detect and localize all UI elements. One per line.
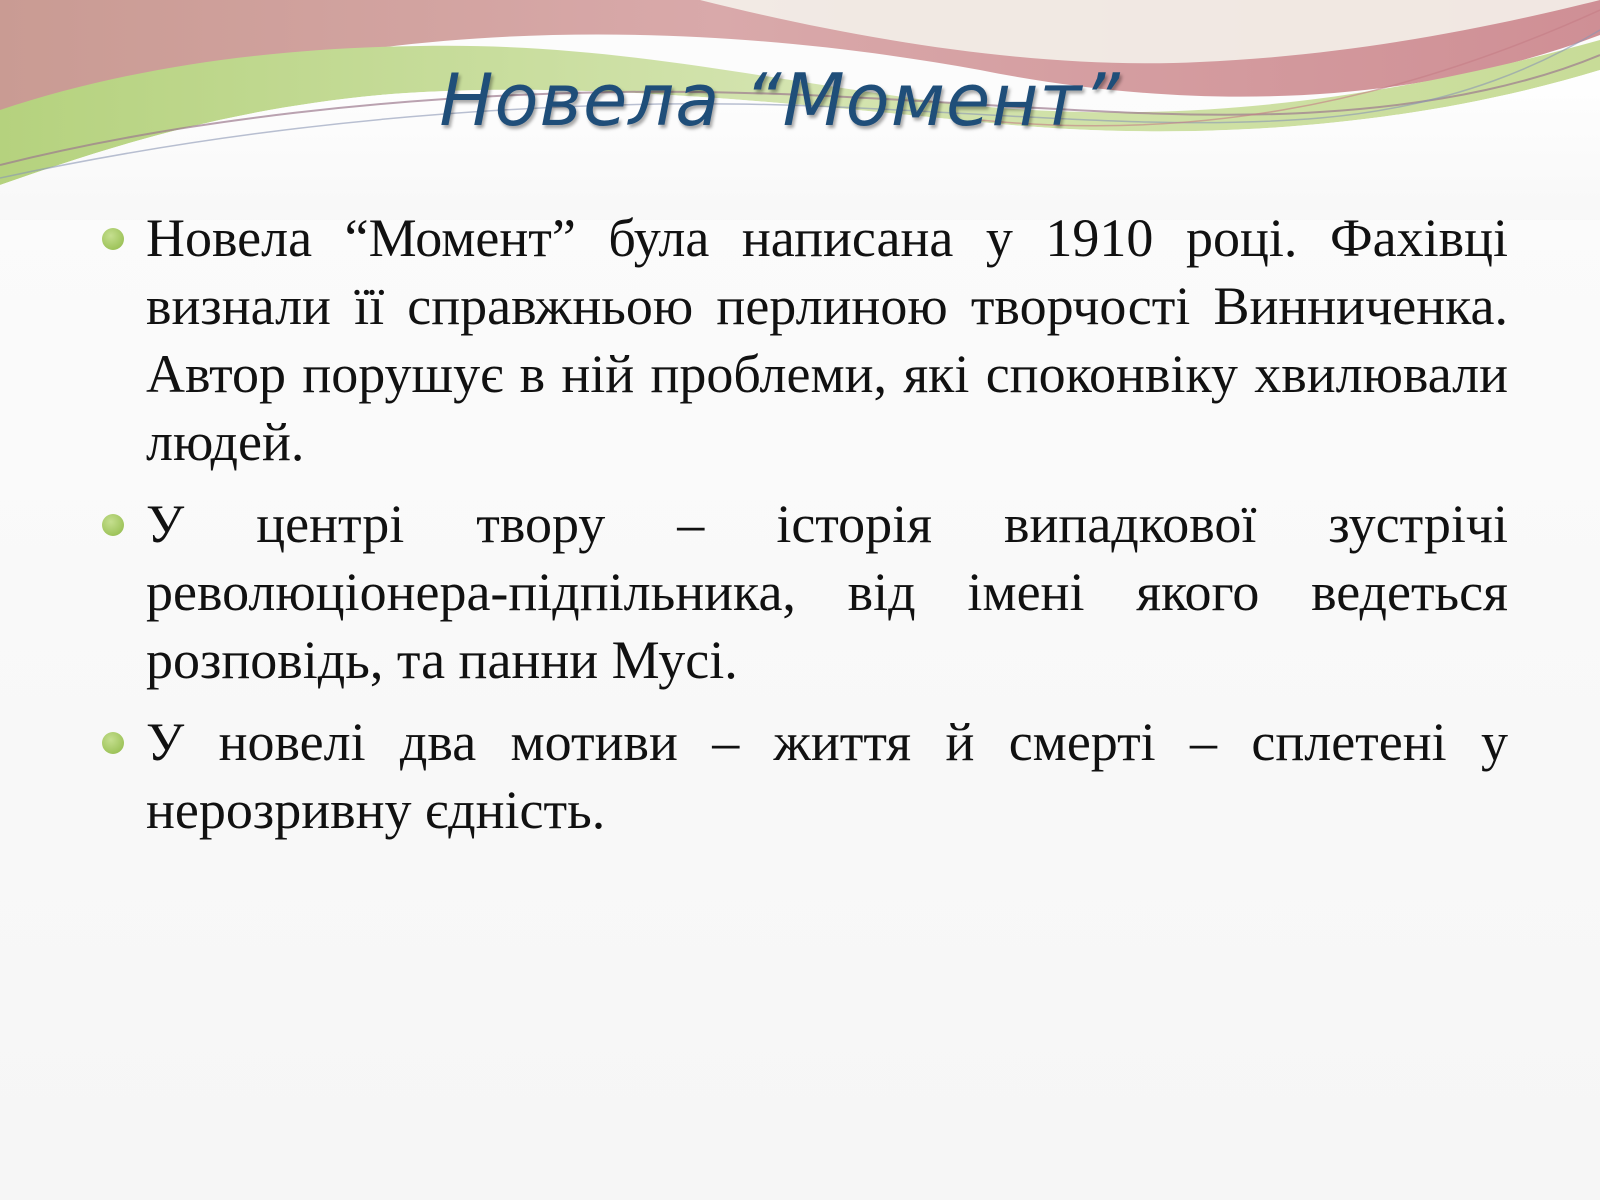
slide-title: Новела “Момент” [439,58,1121,142]
bullet-dot-icon [102,514,124,536]
bullet-dot-icon [102,228,124,250]
bullet-item [98,708,1508,844]
bullet-text: Новела “Момент” була написана у 1910 році. Фахівці визнали її справжньою перлиною творчості Винниченка. Автор порушує в ній проблеми, які споконвіку хвилювали людей. [146,208,1508,472]
bullet-dot-icon [102,732,124,754]
bullet-text: У новелі два мотиви – життя й смерті – сплетені у нерозривну єдність. [146,712,1508,840]
bullet-text: У центрі твору – історія випадкової зустрічі революціонера-підпільника, від імені якого ведеться розповідь, та панни Мусі. [146,494,1508,690]
bullet-list [98,204,1508,858]
bullet-item [98,490,1508,694]
bullet-item [98,204,1508,476]
